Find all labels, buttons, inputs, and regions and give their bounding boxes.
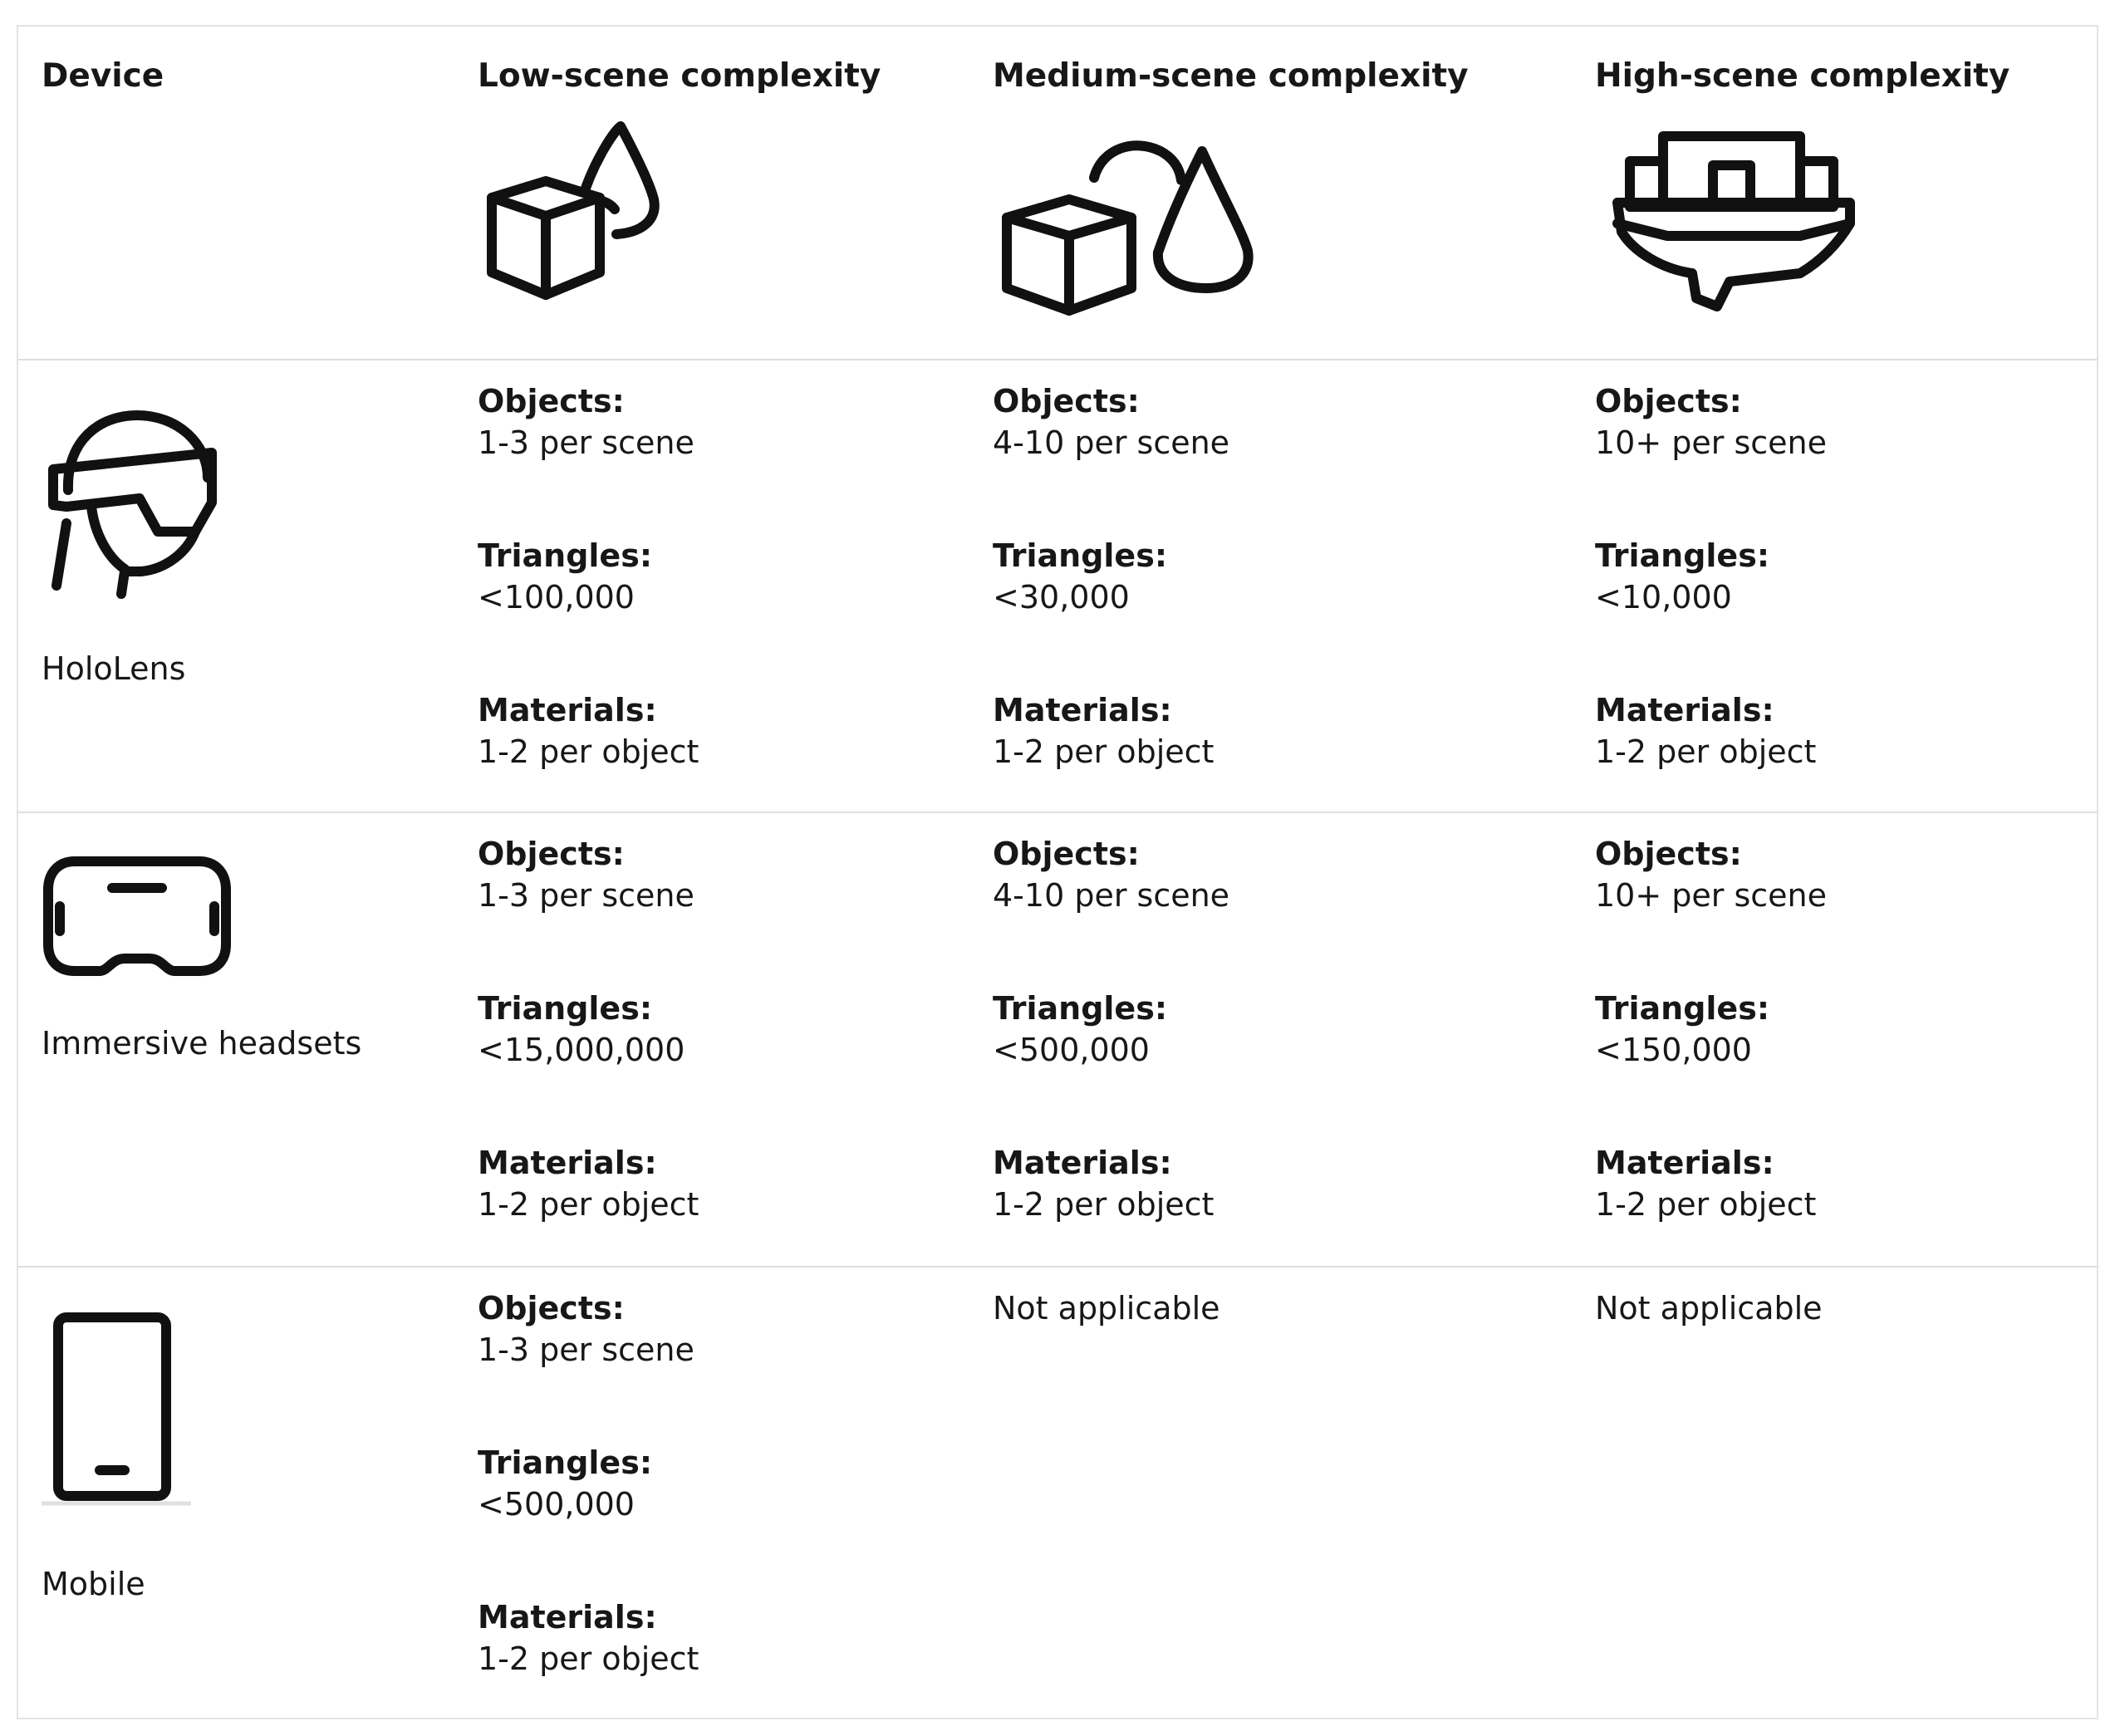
vr-headset-icon	[42, 855, 233, 991]
table-row	[18, 813, 2097, 1266]
objects-value: 10+ per scene	[1595, 424, 1828, 461]
objects-value: 4-10 per scene	[993, 877, 1230, 914]
complexity-table	[17, 25, 2098, 1719]
mobile-high-not-applicable: Not applicable	[1595, 1290, 1823, 1327]
objects-label: Objects:	[993, 836, 1140, 872]
headsets-low-cell	[478, 833, 699, 1225]
materials-value: 1-2 per object	[993, 1186, 1215, 1223]
triangles-label: Triangles:	[478, 537, 653, 574]
headsets-medium-cell	[993, 833, 1229, 1225]
objects-value: 10+ per scene	[1595, 877, 1828, 914]
materials-label: Materials:	[993, 692, 1172, 728]
materials-label: Materials:	[993, 1145, 1172, 1181]
materials-label: Materials:	[1595, 1145, 1774, 1181]
objects-label: Objects:	[1595, 836, 1742, 872]
materials-value: 1-2 per object	[478, 1640, 699, 1677]
materials-value: 1-2 per object	[1595, 733, 1817, 770]
objects-value: 1-3 per scene	[478, 424, 694, 461]
device-name-immersive-headsets: Immersive headsets	[42, 1025, 362, 1062]
objects-value: 1-3 per scene	[478, 877, 694, 914]
objects-label: Objects:	[478, 1290, 625, 1327]
cube-and-cone-icon	[483, 100, 675, 311]
triangles-label: Triangles:	[1595, 537, 1770, 574]
headsets-high-cell	[1595, 833, 1827, 1225]
triangles-value: <500,000	[478, 1486, 635, 1523]
header-device: Device	[42, 57, 164, 95]
triangles-value: <15,000,000	[478, 1032, 685, 1068]
header-medium-complexity: Medium-scene complexity	[993, 57, 1469, 95]
objects-value: 1-3 per scene	[478, 1331, 694, 1368]
materials-label: Materials:	[478, 692, 657, 728]
materials-value: 1-2 per object	[478, 733, 699, 770]
table-row	[18, 360, 2097, 812]
header-row	[18, 27, 2097, 359]
triangles-label: Triangles:	[993, 537, 1168, 574]
objects-label: Objects:	[478, 383, 625, 419]
objects-label: Objects:	[993, 383, 1140, 419]
objects-value: 4-10 per scene	[993, 424, 1230, 461]
hololens-medium-cell	[993, 380, 1229, 772]
device-name-hololens: HoloLens	[42, 650, 186, 687]
header-low-complexity: Low-scene complexity	[478, 57, 881, 95]
triangles-value: <10,000	[1595, 579, 1732, 615]
triangles-value: <150,000	[1595, 1032, 1752, 1068]
mobile-medium-not-applicable: Not applicable	[993, 1290, 1220, 1327]
hololens-high-cell	[1595, 380, 1827, 772]
mobile-phone-icon	[42, 1307, 199, 1510]
table-row	[18, 1268, 2097, 1719]
materials-value: 1-2 per object	[993, 733, 1215, 770]
cube-sphere-cone-icon	[999, 118, 1264, 329]
materials-label: Materials:	[478, 1599, 657, 1635]
triangles-value: <500,000	[993, 1032, 1150, 1068]
device-name-mobile: Mobile	[42, 1566, 145, 1602]
objects-label: Objects:	[1595, 383, 1742, 419]
materials-value: 1-2 per object	[478, 1186, 699, 1223]
triangles-value: <30,000	[993, 579, 1130, 615]
triangles-label: Triangles:	[478, 1444, 653, 1481]
materials-label: Materials:	[1595, 692, 1774, 728]
triangles-value: <100,000	[478, 579, 635, 615]
building-on-island-icon	[1601, 120, 1867, 339]
objects-label: Objects:	[478, 836, 625, 872]
hololens-low-cell	[478, 380, 699, 772]
materials-label: Materials:	[478, 1145, 657, 1181]
hololens-headset-icon	[42, 407, 224, 610]
triangles-label: Triangles:	[993, 990, 1168, 1027]
materials-value: 1-2 per object	[1595, 1186, 1817, 1223]
triangles-label: Triangles:	[478, 990, 653, 1027]
header-high-complexity: High-scene complexity	[1595, 57, 2010, 95]
triangles-label: Triangles:	[1595, 990, 1770, 1027]
mobile-low-cell	[478, 1287, 699, 1680]
